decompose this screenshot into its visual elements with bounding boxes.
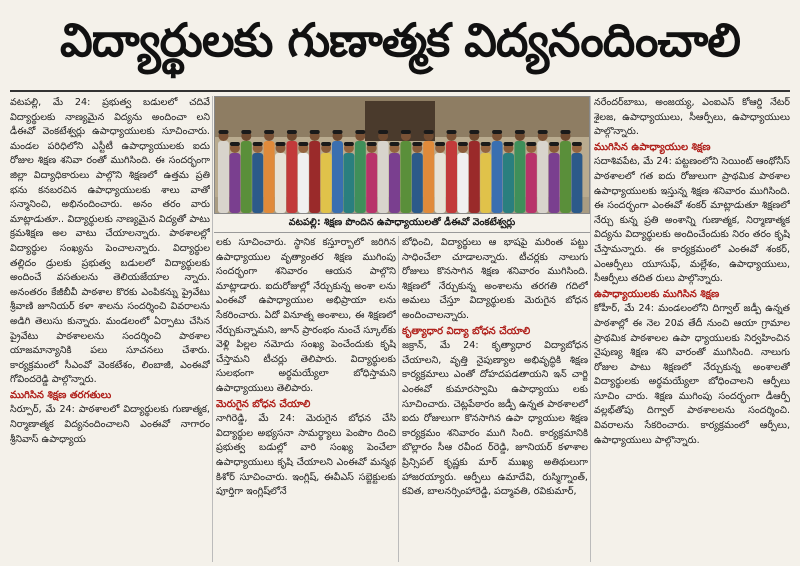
column-divider — [212, 96, 213, 562]
photo-figure-shape — [390, 142, 400, 146]
photo-figure-shape — [560, 141, 571, 213]
headline-rule — [10, 90, 790, 92]
photo-figure-shape — [457, 153, 468, 213]
photo-figure-shape — [549, 153, 560, 213]
article-paragraph: జక్రాన్, మే 24: కృత్యాధార విద్యాబోధన చేయాలని, వృత్తి నైపుణ్యాల అభివృద్ధికి శిక్షణ కార్యక్రమాలు ఎంతో దోహదపడతాయని ఇన్ చార్జి ఎంఈవో కుమారస్వామి ఉపాధ్యాయు లకు సూచించారు. చెట్లపేఠారం జడ్పీ ఉన్నత పాఠశాలలో ఐదు రోజులుగా కొనసాగిన ఉపా ధ్యాయుల శిక్షణ కార్యక్రమం శనివారం ముగి సింది. కార్యక్రమానికి బొల్లారం సీఆ రవీంద ర్‌రెడ్డి, జూనియర్ కళాశాల ప్రిన్సిపల్ కృష్ణకు మార్ ముఖ్య అతిథులుగా హాజరయ్యారు. ఆర్పీలు ఉమాదేవి, రుస్మిగ్నాంత్, కవిత, బాలనర్సింహారెడ్డి, పద్మావతి, రవికుమార్, — [402, 340, 588, 498]
photo-figure-shape — [366, 153, 377, 213]
photo-figure-shape — [378, 130, 388, 134]
photo-figure-shape — [355, 141, 366, 213]
photo-figure-shape — [333, 130, 343, 134]
photo-figure-shape — [400, 141, 411, 213]
group-photo-image — [215, 97, 589, 213]
photo-figure-shape — [561, 130, 571, 134]
photo-figure-shape — [469, 130, 479, 134]
photo-figure-shape — [218, 141, 229, 213]
article-paragraph: వటపల్లి, మే 24: ప్రభుత్వ బడులలో చదివే విద్యార్థులకు నాణ్యమైన విద్యను అందించా లని డీఈవో వెంకటేశ్వర్లు ఉపాధ్యాయులకు సూచించారు. మండల పరిధిలోని ఎస్టీటీ ఉపాధ్యాయులకు ఐదు రోజుల శిక్షణ శనివా రంతో ముగిసింది. ఈ సందర్భంగా జిల్లా విద్యాధికారులు పాల్గొని శిక్షణలో ఉత్తమ ప్రతి భను కనబరచిన ఉపాధ్యాయులకు శాలు వాతో సన్మానించి, అభినందించారు. అనం తరం వారు మాట్లాడుతూ.. విద్యార్థులకు నాణ్యమైన విద్యతో పాటు క్రమశిక్షణ అల వాటు చేయాలన్నారు. పాఠశాలల్లో విద్యార్థుల సంఖ్యను పెంచాలన్నారు. విద్యార్థుల తల్లిదం డ్రులకు ప్రభుత్వ బడులలో విద్యార్థులకు అందించే వసతులను తెలియజేయాల న్నారు. అనంతరం కేజీబీవీ పాఠశాల కొరకు ఎంపికన్ను ప్రైవేటు శ్రీవాణి జూనియర్ కళా శాలను సందర్శించి వివరాలను అడిగి తెలుసు కున్నారు. మండలంలో ఏర్పాటు చేసిన ప్రైవేటు పాఠశాలలను సందర్శించి పాఠశాల యాజమాన్యానికి పలు సూచనలు చేశారు. కార్యక్రమంలో సీఎంవో వెంకటేశం, లింబాజీ, ఎంఈవో గోవిందరెడ్డి పాల్గొన్నారు. — [10, 97, 210, 386]
article-paragraph: సిర్పూర్, మే 24: పాఠశాలలో విద్యార్థులకు గుణాత్మక, నిర్మాణాత్మక విద్యనందించాలని ఎంఈవో నాగారం శ్రీనివాస్ ఉపాధ్యాయ — [10, 404, 210, 445]
article-column-4 — [594, 96, 790, 562]
photo-figure-shape — [309, 141, 320, 213]
photo-figure-shape — [321, 153, 332, 213]
photo-figure-shape — [241, 141, 252, 213]
photo-figure-shape — [287, 130, 297, 134]
article-paragraph: బోధించి, విద్యార్థులు ఆ భాషపై మరింత పట్టు సాధించేలా చూడాలన్నారు. టీచర్లకు నాలుగు రోజులు కొనసాగిన శిక్షణ శనివారం ముగిసింది. శిక్షణలో నేర్చుకున్న అంశాలను తరగతి గదిలో అమలు చేస్తూ విద్యార్థులకు మెరుగైన బోధన అందించాలన్నారు. — [402, 237, 588, 321]
photo-figure-shape — [412, 153, 423, 213]
photo-figure-shape — [435, 153, 446, 213]
article-column-3 — [402, 236, 588, 562]
column-divider — [590, 96, 591, 562]
photo-figure-shape — [538, 130, 548, 134]
photo-figure-shape — [469, 141, 480, 213]
headline: విద్యార్థులకు గుణాత్మక విద్యనందించాలి — [60, 13, 740, 67]
photo-figure-shape — [298, 142, 308, 146]
photo-caption: వటపల్లి: శిక్షణ పొందిన ఉపాధ్యాయులతో డీఈవో వెంకటేశ్వర్లు — [214, 214, 590, 233]
photo-figure-shape — [412, 142, 422, 146]
photo-figure-shape — [480, 153, 491, 213]
article-subheading: కృత్యాధార విద్యా బోధన చేయాలి — [402, 325, 531, 337]
photo-figure-shape — [571, 153, 582, 213]
photo-figure-shape — [526, 153, 537, 213]
article-subheading: ముగిసిన ఉపాధ్యాయుల శిక్షణ — [594, 141, 711, 153]
photo-figure-shape — [515, 130, 525, 134]
photo-figure-shape — [447, 130, 457, 134]
photo-figure-shape — [252, 153, 263, 213]
article-subheading: ఉపాధ్యాయులకు ముగిసిన శిక్షణ — [594, 288, 720, 300]
photo-figure-shape — [286, 141, 297, 213]
photo-figure-shape — [572, 142, 582, 146]
photo-figure-shape — [321, 142, 331, 146]
photo-figure-shape — [378, 141, 389, 213]
photo-figure-shape — [481, 142, 491, 146]
article-paragraph: నాగిరెడ్డి, మే 24: మెరుగైన బోధన చేసి విద్యార్థుల అభ్యసనా సామర్థ్యాలు పెంపొం దించి ప్రభుత్వ బడుల్లో వారి సంఖ్య పెంచేలా ఉపాధ్యాయులు కృషి చేయాలని ఎంఈవో మన్మథ కిశోర్ సూచించారు. ఇంగ్లిష్, ఈవీఎస్ సబ్జెక్టులకు పూర్తిగా ఇంగ్లిష్‌లోనే — [216, 413, 396, 498]
column-divider — [398, 236, 399, 562]
photo-figure-shape — [344, 142, 354, 146]
photo-figure-shape — [492, 141, 503, 213]
photo-figure-shape — [310, 130, 320, 134]
photo-figure-shape — [241, 130, 251, 134]
photo-figure-shape — [355, 130, 365, 134]
photo-figure-shape — [298, 153, 309, 213]
article-paragraph: లకు సూచించారు. స్థానిక కస్తూర్బాలో జరిగిన ఉపాధ్యాయుల వృత్యాంతర శిక్షణ ముగింపు సందర్భంగా శనివారం ఆయన పాల్గొని మాట్లాడారు. ఐదురోజుల్లో నేర్చుకున్న అంశా లను ఎంఈవో ఉపాధ్యాయుల అభిప్రాయా లను సేకరించారు. ఏదో వినూత్న అంశాలు, ఈ శిక్షణలో నేర్చుకున్నామని, జూన్ ప్రారంభం నుంచే స్కూల్‌కు వెళ్లి పిల్లల నమోదు సంఖ్య పెంచేందుకు కృషి చేస్తామని టీచర్లు తెలిపారు. విద్యార్థులకు సులభంగా అర్థమయ్యేలా బోధిస్తామని ఉపాధ్యాయులు తెలిపారు. — [216, 237, 396, 394]
article-subheading: మెరుగైన బోధన చేయాలి — [216, 398, 311, 410]
photo-figure-shape — [503, 153, 514, 213]
photo-figure-shape — [332, 141, 343, 213]
photo-figure-shape — [549, 142, 559, 146]
photo-figure-shape — [253, 142, 263, 146]
photo-figure-shape — [219, 130, 229, 134]
photo-figure-shape — [264, 130, 274, 134]
article-subheading: ముగిసిన శిక్షణ తరగతులు — [10, 389, 112, 401]
article-column-1 — [10, 96, 210, 562]
photo-figure-shape — [526, 142, 536, 146]
photo-figure-shape — [230, 142, 240, 146]
article-paragraph: కోహీర్, మే 24: మండలంలోని దిగ్వాల్ జడ్పీ ఉన్నత పాఠశాల్లో ఈ నెల 20వ తేదీ నుంచి ఆయా గ్రామాల ప్రాథమిక పాఠశాలల ఉపా ధ్యాయులకు నిర్వహించిన నైపుణ్య శిక్షణ శని వారంతో ముగిసింది. నాలుగు రోజుల పాటు శిక్షణలో నేర్చుకున్న అంశాలతో విద్యార్థులకు అర్థమయ్యేలా బోధించాలని ఆర్పీలు సూచిం చారు. శిక్షణ ముగింపు సందర్భంగా డీఆర్పీ వల్లభ్‌తోపు దిగ్వాల్ పాఠశాలలను సందర్శించి. వివరాలను సేకరించారు. కార్యక్రమంలో ఆర్పీలు, ఉపాధ్యాయులు పాల్గొన్నారు. — [594, 303, 790, 446]
photo-figure-shape — [367, 142, 377, 146]
photo-figure-shape — [276, 142, 286, 146]
photo-figure-shape — [424, 130, 434, 134]
photo-figure-shape — [264, 141, 275, 213]
photo-figure-shape — [514, 141, 525, 213]
photo-figure-shape — [435, 142, 445, 146]
article-paragraph: నరేందర్‌బాబు, అంజయ్య, ఎంఐఎస్ కోఆర్డి నేటర్ శైలజ, ఉపాధ్యాయులు, సీఆర్పీలు, ఉపాధ్యాయులు పాల్గొన్నారు. — [594, 97, 790, 138]
photo-figure-shape — [446, 141, 457, 213]
article-column-2 — [216, 236, 396, 562]
news-photo — [214, 96, 590, 214]
photo-figure-shape — [343, 153, 354, 213]
photo-figure-shape — [504, 142, 514, 146]
photo-figure-shape — [537, 141, 548, 213]
photo-figure-shape — [492, 130, 502, 134]
photo-figure-shape — [275, 153, 286, 213]
photo-figure-shape — [389, 153, 400, 213]
photo-figure-shape — [458, 142, 468, 146]
photo-figure-shape — [229, 153, 240, 213]
photo-figure-shape — [401, 130, 411, 134]
article-paragraph: సదాశివపేట, మే 24: పట్టణంలోని సెయింట్ ఆంథోనీస్ పాఠశాలలో గత ఐదు రోజులుగా ప్రాథమిక పాఠశాల ఉపాధ్యాయులకు ఇస్తున్న శిక్షణ శనివారం ముగిసింది. ఈ సందర్భంగా ఎంఈవో శంకర్ మాట్లాడుతూ శిక్షణలో నేర్చు కున్న ప్రతి అంశాన్ని గుణాత్మక, నిర్మాణాత్మక విద్యను విద్యార్థులకు అందించేందుకు నిరం తరం కృషి చేస్తామన్నారు. ఈ కార్యక్రమంలో ఎంఈవో శంకర్, ఎంఆర్పీలు యూసుఫ్, మల్లేశం, ఉపాధ్యాయులు, సీఆర్పీలు తదిత రులు పాల్గొన్నారు. — [594, 156, 790, 285]
photo-figure-shape — [423, 141, 434, 213]
